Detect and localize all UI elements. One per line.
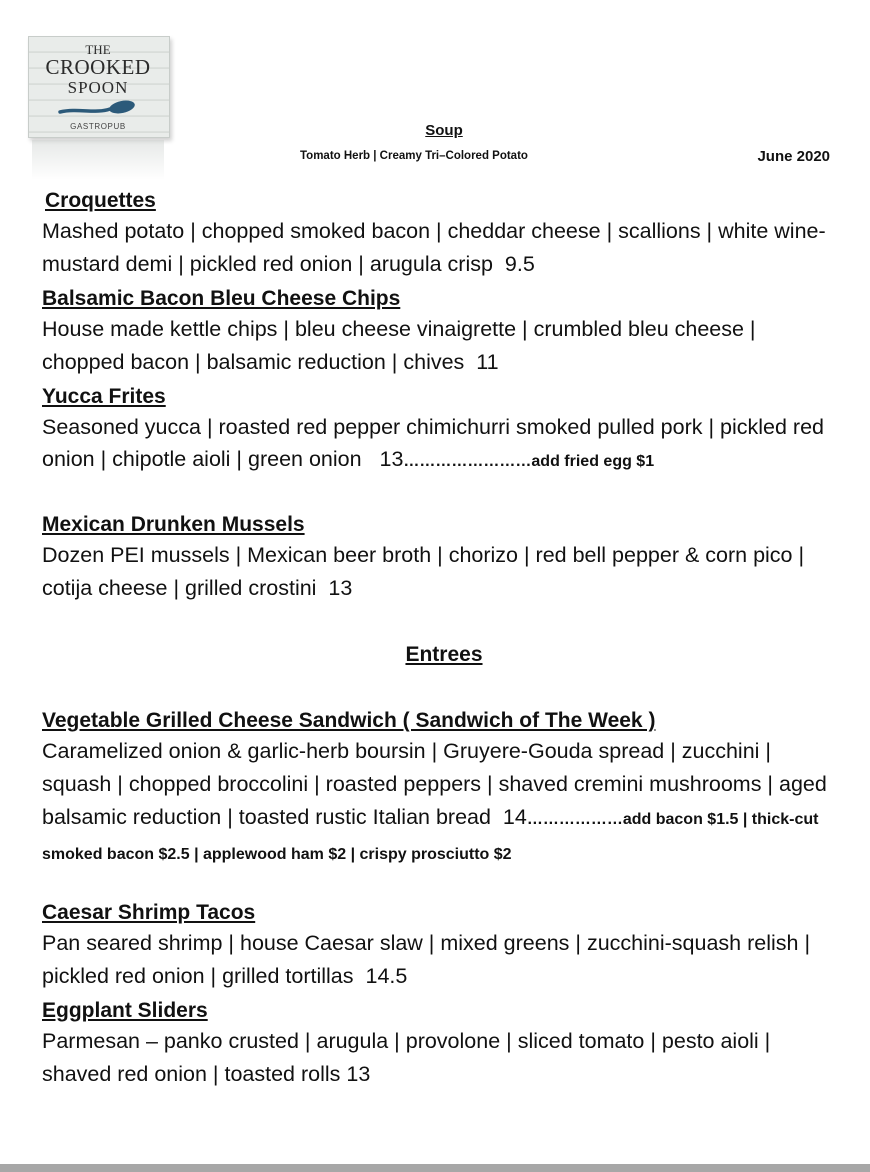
item-addon-dots: …………………… xyxy=(403,453,532,470)
item-description: Pan seared shrimp | house Caesar slaw | mixed greens | zucchini-squash relish | pickled red onion | grilled tortillas 14.5 xyxy=(42,931,811,988)
item-addon: add bacon $1.5 | thick-cut smoked bacon $2.5 | applewood ham $2 | crispy prosciutto $2 xyxy=(42,811,819,863)
item-description: House made kettle chips | bleu cheese vinaigrette | crumbled bleu cheese | chopped bacon | balsamic reduction | chives 11 xyxy=(42,317,756,374)
soup-items: Tomato Herb | Creamy Tri–Colored Potato xyxy=(300,150,528,162)
logo-line-spoon: SPOON xyxy=(67,78,129,97)
soup-heading: Soup xyxy=(425,122,463,139)
item-name: Croquettes xyxy=(45,189,156,212)
item-description: Dozen PEI mussels | Mexican beer broth | chorizo | red bell pepper & corn pico | cotija cheese | grilled crostini 13 xyxy=(42,543,805,600)
item-name: Caesar Shrimp Tacos xyxy=(42,901,256,924)
spoon-icon xyxy=(58,98,138,120)
item-name: Vegetable Grilled Cheese Sandwich ( Sandwich of The Week ) xyxy=(42,709,656,732)
menu-item-croquettes xyxy=(42,187,842,280)
menu-item-balsamic-chips xyxy=(42,285,842,378)
menu-date: June 2020 xyxy=(757,148,830,165)
item-description: Seasoned yucca | roasted red pepper chimichurri smoked pulled pork | pickled red onion | chipotle aioli | green onion 13……………………add fried egg $1 xyxy=(42,415,824,471)
page-bottom-bar xyxy=(0,1164,870,1172)
item-description: Mashed potato | chopped smoked bacon | cheddar cheese | scallions | white wine-mustard demi | pickled red onion | arugula crisp 9.5 xyxy=(42,219,826,276)
item-price: 13 xyxy=(379,447,404,471)
item-name: Eggplant Sliders xyxy=(42,999,208,1022)
item-description: Caramelized onion & garlic-herb boursin | Gruyere-Gouda spread | zucchini | squash | chopped broccolini | roasted peppers | shaved cremini mushrooms | aged balsamic reduction | toasted rustic Italian bread 14………………add bacon $1.5 | thick-cut smoked bacon $2.5 | applewood ham $2 | crispy prosciutto $2 xyxy=(42,739,827,863)
item-price: 11 xyxy=(476,349,499,374)
logo-line-crooked: CROOKED xyxy=(45,55,151,79)
item-addon: add fried egg $1 xyxy=(531,453,655,470)
menu-item-mussels xyxy=(42,511,842,604)
entrees-heading: Entrees xyxy=(405,643,483,666)
menu-item-eggplant-sliders xyxy=(42,997,842,1090)
menu-item-yucca-frites xyxy=(42,383,842,478)
logo-line-the: THE xyxy=(85,42,111,57)
menu-item-grilled-cheese xyxy=(42,707,842,871)
menu-item-shrimp-tacos xyxy=(42,899,842,992)
item-price: 14.5 xyxy=(365,963,408,988)
item-name: Balsamic Bacon Bleu Cheese Chips xyxy=(42,287,401,310)
item-addon-dots: ……………… xyxy=(526,811,623,828)
item-name: Yucca Frites xyxy=(42,385,166,408)
logo-tagline: GASTROPUB xyxy=(70,122,126,131)
item-price: 14 xyxy=(502,805,527,829)
logo-reflection xyxy=(32,140,164,180)
item-description: Parmesan – panko crusted | arugula | provolone | sliced tomato | pesto aioli | shaved red onion | toasted rolls 13 xyxy=(42,1029,771,1086)
item-price: 13 xyxy=(328,575,353,600)
item-price: 9.5 xyxy=(504,251,535,276)
item-name: Mexican Drunken Mussels xyxy=(42,513,305,536)
item-price: 13 xyxy=(346,1061,371,1086)
